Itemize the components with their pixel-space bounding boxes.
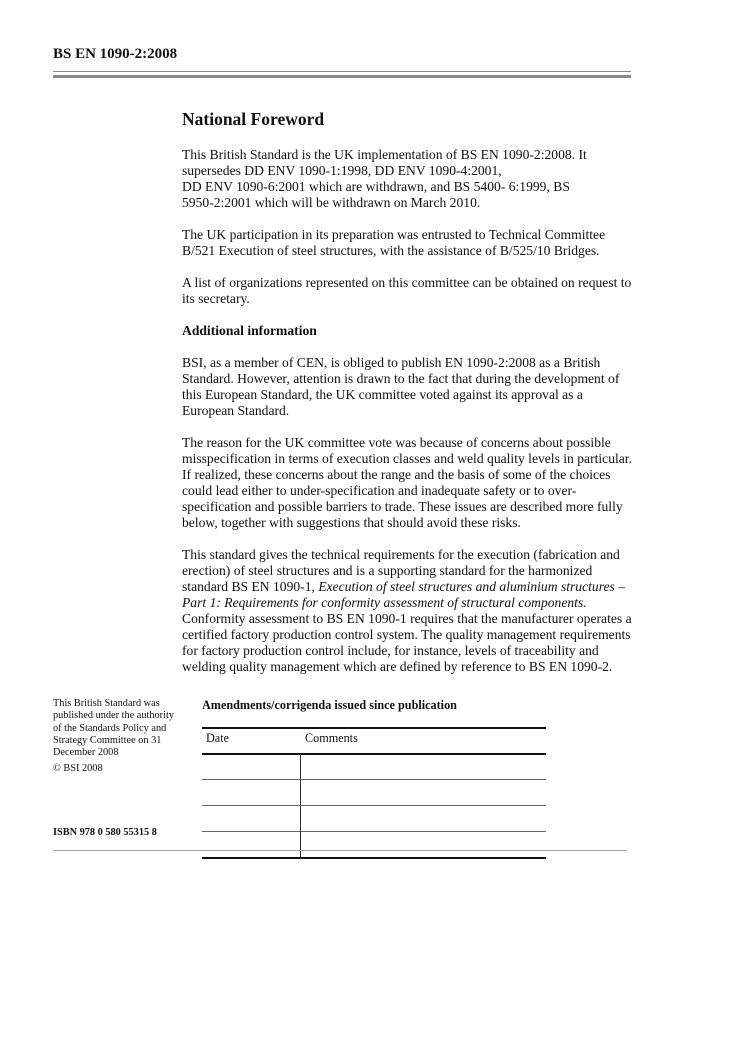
text-line: B/521 Execution of steel structures, with the assistance of B/525/10 Bridges. bbox=[182, 243, 600, 258]
table-row-rule bbox=[202, 805, 546, 806]
amendments-title: Amendments/corrigenda issued since publication bbox=[202, 698, 457, 712]
text-line: If realized, these concerns about the range and the basis of some of the choices bbox=[182, 467, 611, 482]
text-line: The reason for the UK committee vote was because of concerns about possible bbox=[182, 435, 611, 450]
table-bottom-rule bbox=[202, 857, 546, 859]
text-line: This standard gives the technical requirements for the execution (fabrication and bbox=[182, 547, 620, 562]
text-line: for factory production control include, for instance, levels of traceability and bbox=[182, 643, 599, 658]
text-line: below, together with suggestions that should avoid these risks. bbox=[182, 515, 521, 530]
text-line: erection) of steel structures and is a supporting standard for the harmonized bbox=[182, 563, 593, 578]
copyright-notice: © BSI 2008 bbox=[53, 763, 103, 775]
table-cell-date bbox=[202, 833, 300, 858]
text-line bbox=[182, 595, 642, 611]
paragraph-organizations bbox=[182, 275, 642, 307]
text-line: 5950-2:2001 which will be withdrawn on March 2010. bbox=[182, 195, 481, 210]
text-line: could lead either to under-specification and inadequate safety or to over- bbox=[182, 483, 577, 498]
main-content bbox=[182, 108, 642, 691]
referenced-standard-title: Execution of steel structures and aluminium structures – bbox=[318, 579, 626, 594]
text-line: A list of organizations represented on this committee can be obtained on request to bbox=[182, 275, 632, 290]
table-cell-date bbox=[202, 755, 300, 780]
publication-info bbox=[53, 698, 183, 776]
text-line: misspecification in terms of execution classes and weld quality levels in particular. bbox=[182, 451, 632, 466]
paragraph-cen-obligation bbox=[182, 355, 642, 419]
table-cell-comments bbox=[301, 781, 546, 806]
table-row-rule bbox=[202, 779, 546, 780]
text-line: Conformity assessment to BS EN 1090-1 requires that the manufacturer operates a bbox=[182, 611, 632, 626]
text-line: certified factory production control system. The quality management requirements bbox=[182, 627, 631, 642]
table-row-rule bbox=[202, 831, 546, 832]
column-header-date: Date bbox=[206, 731, 230, 745]
table-cell-date bbox=[202, 781, 300, 806]
referenced-standard-subtitle: Part 1: Requirements for conformity assessment of structural components. bbox=[182, 595, 587, 610]
text-line: specification and possible barriers to trade. These issues are described more fully bbox=[182, 499, 623, 514]
table-cell-date bbox=[202, 807, 300, 832]
paragraph-implementation bbox=[182, 147, 642, 211]
text-line bbox=[182, 579, 642, 595]
publication-line: of the Standards Policy and bbox=[53, 722, 167, 734]
text-line: this European Standard, the UK committee voted against its approval as a bbox=[182, 387, 583, 402]
column-header-comments: Comments bbox=[305, 731, 358, 745]
header-rule-thin bbox=[53, 71, 631, 72]
paragraph-technical-requirements bbox=[182, 547, 642, 675]
text-line: welding quality management which are defined by reference to BS EN 1090-2. bbox=[182, 659, 613, 674]
text-line: BSI, as a member of CEN, is obliged to publish EN 1090-2:2008 as a British bbox=[182, 355, 601, 370]
publication-line: published under the authority bbox=[53, 710, 174, 722]
amendments-table bbox=[202, 727, 546, 859]
isbn: ISBN 978 0 580 55315 8 bbox=[53, 827, 157, 838]
document-id: BS EN 1090-2:2008 bbox=[53, 46, 178, 62]
text-plain: standard BS EN 1090-1, bbox=[182, 579, 319, 594]
table-cell-comments bbox=[301, 807, 546, 832]
text-line: DD ENV 1090-6:2001 which are withdrawn, and BS 5400- 6:1999, BS bbox=[182, 179, 570, 194]
paragraph-vote-reason bbox=[182, 435, 642, 531]
page-title: National Foreword bbox=[182, 109, 325, 129]
footer-rule bbox=[53, 850, 627, 851]
text-line: This British Standard is the UK implementation of BS EN 1090-2:2008. It bbox=[182, 147, 587, 162]
table-cell-comments bbox=[301, 755, 546, 780]
publication-line: Strategy Committee on 31 bbox=[53, 734, 162, 746]
text-line: European Standard. bbox=[182, 403, 290, 418]
table-column-divider bbox=[300, 754, 301, 858]
table-top-rule bbox=[202, 727, 546, 729]
text-line: Standard. However, attention is drawn to the fact that during the development of bbox=[182, 371, 620, 386]
text-line: supersedes DD ENV 1090-1:1998, DD ENV 1090-4:2001, bbox=[182, 163, 502, 178]
publication-line: This British Standard was bbox=[53, 698, 160, 709]
text-line: The UK participation in its preparation was entrusted to Technical Committee bbox=[182, 227, 606, 242]
paragraph-participation bbox=[182, 227, 642, 259]
publication-line: December 2008 bbox=[53, 747, 119, 759]
text-line: its secretary. bbox=[182, 291, 250, 306]
table-cell-comments bbox=[301, 833, 546, 858]
section-heading-additional-information: Additional information bbox=[182, 323, 317, 338]
header-rule-thick bbox=[53, 75, 631, 78]
